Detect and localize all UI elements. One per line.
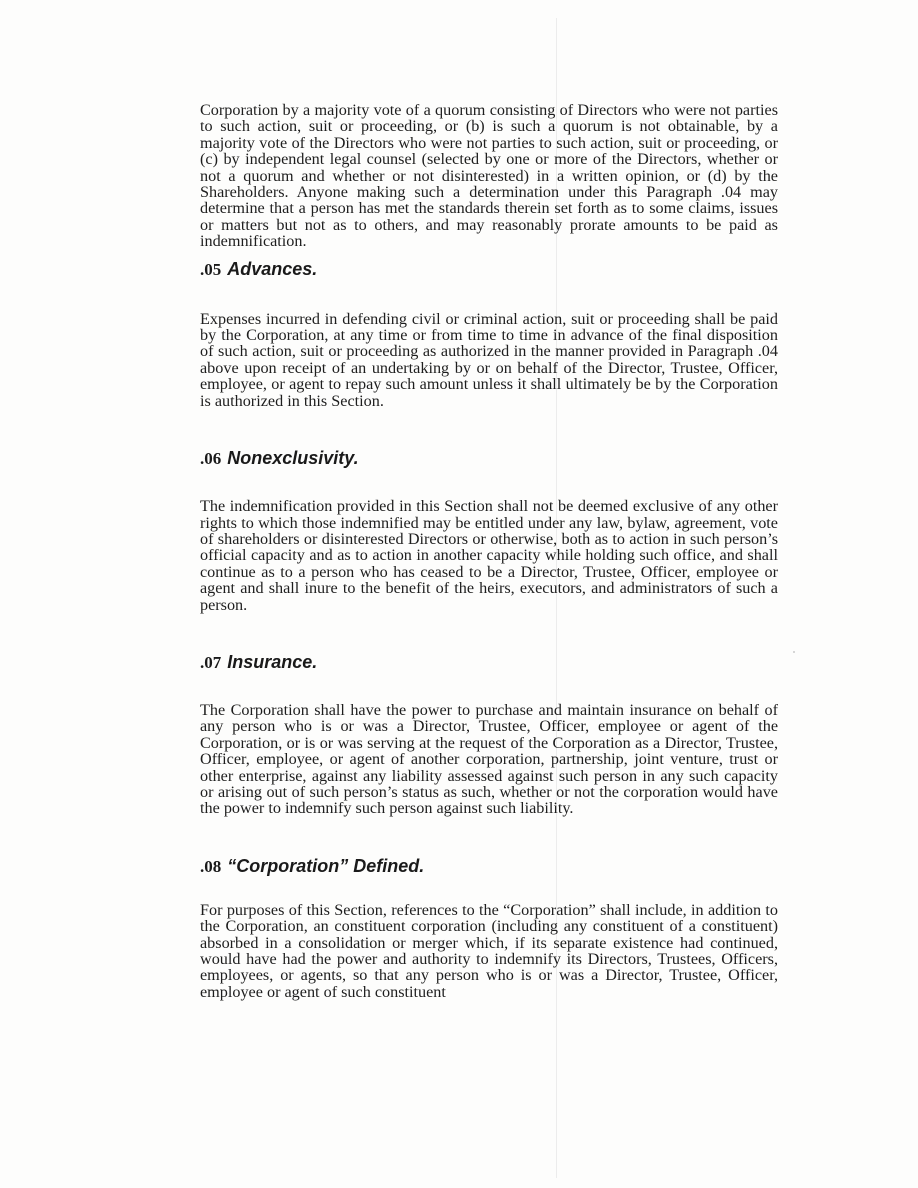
section-06-heading xyxy=(200,447,778,470)
section-07-paragraph: The Corporation shall have the power to purchase and maintain insurance on behalf of any person who is or was a Director, Trustee, Officer, employee or agent of the Corporation, or is or was serving at the request of the Corporation as a Director, Trustee, Officer, employee, or agent of another corporation, partnership, joint venture, trust or other enterprise, against any liability assessed against such person in any such capacity or arising out of such person’s status as such, whether or not the corporation would have the power to indemnify such person against such liability. xyxy=(200,700,778,818)
intro-paragraph: Corporation by a majority vote of a quorum consisting of Directors who were not parties to such action, suit or proceeding, or (b) is such a quorum is not obtainable, by a majority vote of the Directors who were not parties to such action, suit or proceeding, or (c) by independent legal counsel (selected by one or more of the Directors, whether or not a quorum and whether or not disinterested) in a written opinion, or (d) by the Shareholders. Anyone making such a determination under this Paragraph .04 may determine that a person has met the standards therein set forth as to some claims, issues or matters but not as to others, and may reasonably prorate amounts to be paid as indemnification. xyxy=(200,101,778,251)
scan-speck xyxy=(793,651,795,653)
section-08-title: “Corporation” Defined. xyxy=(227,855,425,876)
document-body xyxy=(200,100,778,1000)
section-08-number: .08 xyxy=(200,856,222,876)
section-07-title: Insurance. xyxy=(227,651,318,672)
section-06-title: Nonexclusivity. xyxy=(227,448,359,469)
section-06-paragraph: The indemnification provided in this Section shall not be deemed exclusive of any other rights to which those indemnified may be entitled under any law, bylaw, agreement, vote of shareholders or disinterested Directors or otherwise, both as to action in such person’s official capacity and as to action in another capacity while holding such office, and shall continue as to a person who has ceased to be a Director, Trustee, Officer, employee or agent and shall inure to the benefit of the heirs, executors, and administrators of such a person. xyxy=(200,497,778,614)
section-05-title: Advances. xyxy=(227,258,318,279)
section-05-number: .05 xyxy=(200,259,222,279)
section-06-number: .06 xyxy=(200,449,222,469)
section-05-heading xyxy=(200,258,778,281)
section-05-paragraph: Expenses incurred in defending civil or criminal action, suit or proceeding shall be paid by the Corporation, at any time or from time to time in advance of the final disposition of such action, suit or proceeding as authorized in the manner provided in Paragraph .04 above upon receipt of an undertaking by or on behalf of the Director, Trustee, Officer, employee, or agent to repay such amount unless it shall ultimately be by the Corporation is authorized in this Section. xyxy=(200,309,778,410)
section-08-heading xyxy=(200,855,778,878)
section-07-heading xyxy=(200,651,778,674)
section-08-paragraph: For purposes of this Section, references to the “Corporation” shall include, in addition to the Corporation, an constituent corporation (including any constituent of a constituent) absorbed in a consolidation or merger which, if its separate existence had continued, would have had the power and authority to indemnify its Directors, Trustees, Officers, employees, or agents, so that any person who is or was a Director, Trustee, Officer, employee or agent of such constituent xyxy=(200,900,778,1001)
section-07-number: .07 xyxy=(200,652,222,672)
